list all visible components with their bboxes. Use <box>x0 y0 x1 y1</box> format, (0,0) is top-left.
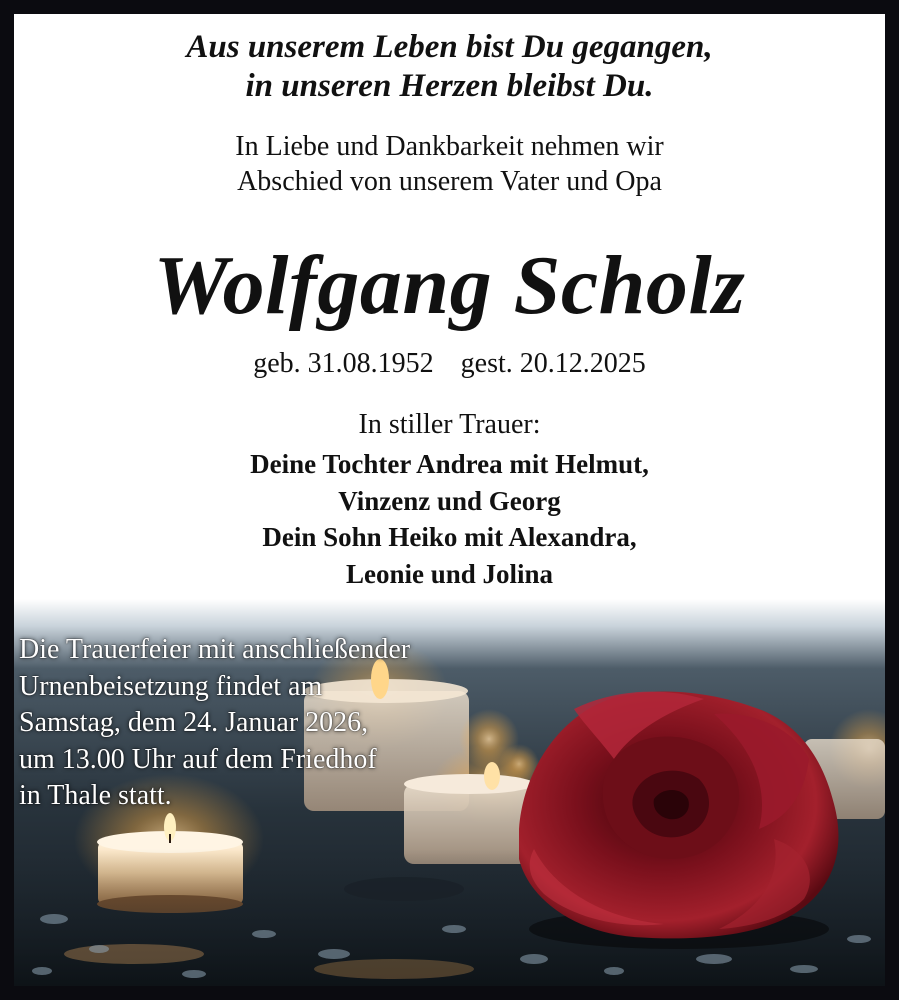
deceased-name: Wolfgang Scholz <box>153 239 746 332</box>
obituary-notice <box>14 14 885 986</box>
mourner-line: Leonie und Jolina <box>345 558 554 589</box>
ceremony-line: Urnenbeisetzung findet am <box>19 670 323 702</box>
mourners-list <box>14 446 885 592</box>
intro-line-2: Abschied von unserem Vater und Opa <box>237 166 662 197</box>
verse-line-2: in unseren Herzen bleibst Du. <box>245 68 654 104</box>
ceremony-line: in Thale statt. <box>19 780 172 811</box>
rose-icon <box>519 691 838 949</box>
mourning-label: In stiller Trauer: <box>358 409 541 440</box>
ceremony-info <box>19 632 489 815</box>
ceremony-line: Die Trauerfeier mit anschließender <box>19 634 411 665</box>
mourner-line: Vinzenz und Georg <box>338 485 561 516</box>
life-dates <box>14 346 885 382</box>
death-date: gest. 20.12.2025 <box>460 348 646 379</box>
ceremony-line: Samstag, dem 24. Januar 2026, <box>19 707 369 738</box>
mourner-line: Dein Sohn Heiko mit Alexandra, <box>262 522 637 552</box>
mourner-line: Deine Tochter Andrea mit Helmut, <box>250 449 649 479</box>
verse-line-1: Aus unserem Leben bist Du gegangen, <box>186 29 713 65</box>
ceremony-line: um 13.00 Uhr auf dem Friedhof <box>19 743 377 775</box>
intro-line-1: In Liebe und Dankbarkeit nehmen wir <box>235 131 664 162</box>
birth-date: geb. 31.08.1952 <box>253 348 434 379</box>
